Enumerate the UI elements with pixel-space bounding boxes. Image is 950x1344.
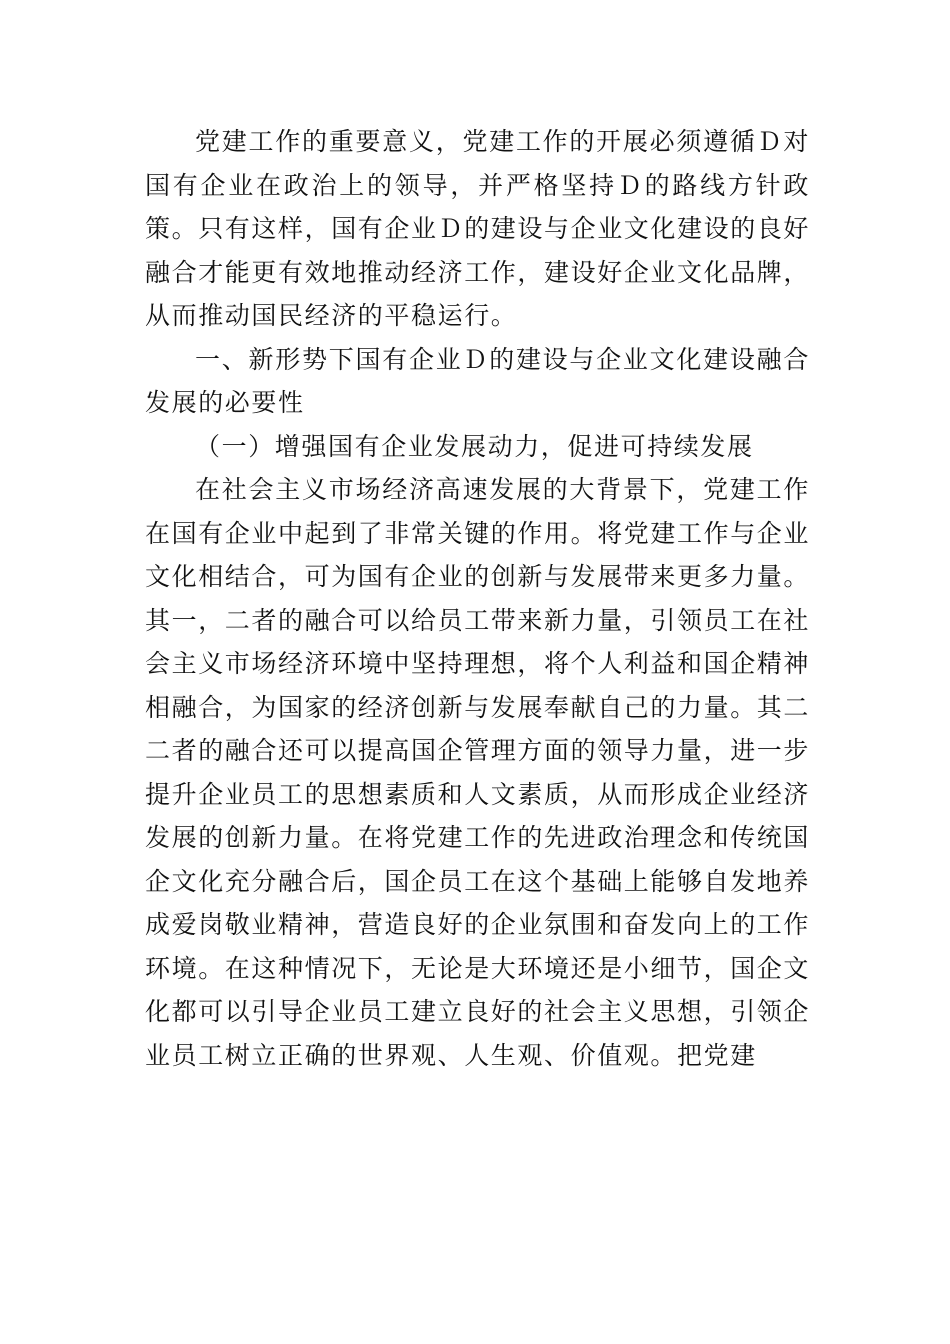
subsection-heading: （一）增强国有企业发展动力，促进可持续发展	[195, 431, 754, 461]
intro-paragraph: 党建工作的重要意义，党建工作的开展必须遵循Ｄ对国有企业在政治上的领导，并严格坚持Ｄ的路线方针政策。只有这样，国有企业Ｄ的建设与企业文化建设的良好融合才能更有效地推动经济工作，建设好企业文化品牌，从而推动国民经济的平稳运行。	[145, 127, 811, 330]
document-body	[145, 120, 810, 1077]
section-heading: 一、新形势下国有企业Ｄ的建设与企业文化建设融合发展的必要性	[145, 344, 810, 417]
body-paragraph: 在社会主义市场经济高速发展的大背景下，党建工作在国有企业中起到了非常关键的作用。将党建工作与企业文化相结合，可为国有企业的创新与发展带来更多力量。其一，二者的融合可以给员工带来新力量，引领员工在社会主义市场经济环境中坚持理想，将个人利益和国企精神相融合，为国家的经济创新与发展奉献自己的力量。其二二者的融合还可以提高国企管理方面的领导力量，进一步提升企业员工的思想素质和人文素质，从而形成企业经济发展的创新力量。在将党建工作的先进政治理念和传统国企文化充分融合后，国企员工在这个基础上能够自发地养成爱岗敬业精神，营造良好的企业氛围和奋发向上的工作环境。在这种情况下，无论是大环境还是小细节，国企文化都可以引导企业员工建立良好的社会主义思想，引领企业员工树立正确的世界观、人生观、价值观。把党建	[145, 475, 811, 1070]
